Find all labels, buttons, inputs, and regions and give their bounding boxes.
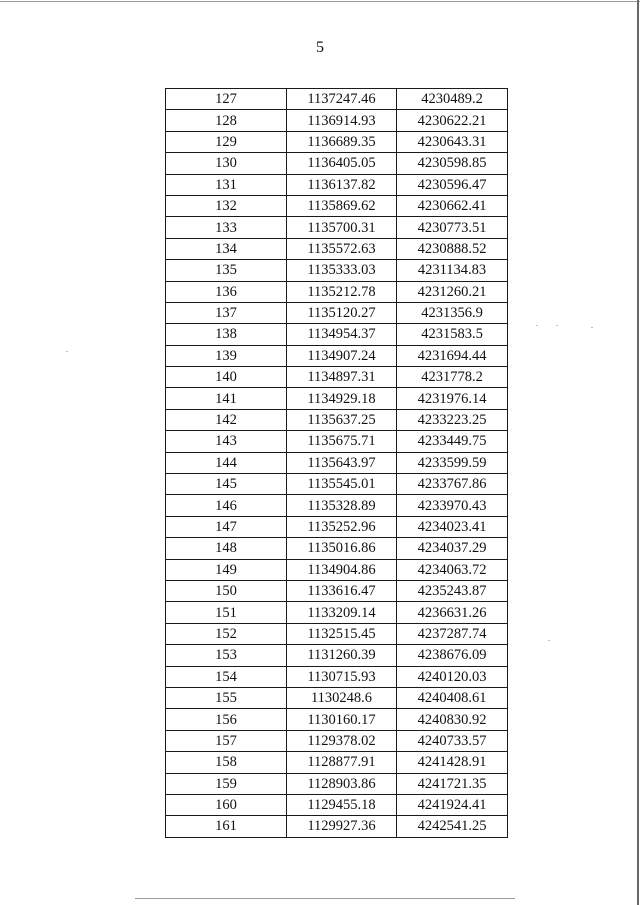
x-coordinate-cell: 1135643.97 xyxy=(287,452,397,473)
x-coordinate-cell: 1134929.18 xyxy=(287,388,397,409)
point-number-cell: 130 xyxy=(166,153,287,174)
y-coordinate-cell: 4233767.86 xyxy=(397,474,508,495)
point-number-cell: 131 xyxy=(166,174,287,195)
table-row xyxy=(166,794,508,815)
y-coordinate-cell: 4241721.35 xyxy=(397,773,508,794)
x-coordinate-cell: 1130715.93 xyxy=(287,666,397,687)
y-coordinate-cell: 4230773.51 xyxy=(397,217,508,238)
x-coordinate-cell: 1135016.86 xyxy=(287,538,397,559)
table-row xyxy=(166,538,508,559)
point-number-cell: 137 xyxy=(166,302,287,323)
x-coordinate-cell: 1134897.31 xyxy=(287,367,397,388)
table-row xyxy=(166,709,508,730)
x-coordinate-cell: 1128877.91 xyxy=(287,752,397,773)
y-coordinate-cell: 4230888.52 xyxy=(397,238,508,259)
scan-edge-bottom xyxy=(135,898,515,899)
table-row xyxy=(166,431,508,452)
y-coordinate-cell: 4240733.57 xyxy=(397,730,508,751)
table-row xyxy=(166,110,508,131)
point-number-cell: 149 xyxy=(166,559,287,580)
table-row xyxy=(166,367,508,388)
scan-speck xyxy=(536,325,538,326)
y-coordinate-cell: 4234037.29 xyxy=(397,538,508,559)
table-row xyxy=(166,687,508,708)
table-row xyxy=(166,602,508,623)
x-coordinate-cell: 1128903.86 xyxy=(287,773,397,794)
table-row xyxy=(166,666,508,687)
x-coordinate-cell: 1135572.63 xyxy=(287,238,397,259)
point-number-cell: 158 xyxy=(166,752,287,773)
x-coordinate-cell: 1136689.35 xyxy=(287,131,397,152)
y-coordinate-cell: 4242541.25 xyxy=(397,816,508,837)
table-row xyxy=(166,281,508,302)
y-coordinate-cell: 4231260.21 xyxy=(397,281,508,302)
x-coordinate-cell: 1135869.62 xyxy=(287,195,397,216)
y-coordinate-cell: 4230662.41 xyxy=(397,195,508,216)
table-row xyxy=(166,302,508,323)
y-coordinate-cell: 4240830.92 xyxy=(397,709,508,730)
point-number-cell: 127 xyxy=(166,89,287,110)
y-coordinate-cell: 4233449.75 xyxy=(397,431,508,452)
point-number-cell: 142 xyxy=(166,409,287,430)
x-coordinate-cell: 1135333.03 xyxy=(287,260,397,281)
y-coordinate-cell: 4231694.44 xyxy=(397,345,508,366)
table-row xyxy=(166,623,508,644)
x-coordinate-cell: 1135252.96 xyxy=(287,516,397,537)
x-coordinate-cell: 1135212.78 xyxy=(287,281,397,302)
point-number-cell: 145 xyxy=(166,474,287,495)
point-number-cell: 160 xyxy=(166,794,287,815)
x-coordinate-cell: 1135675.71 xyxy=(287,431,397,452)
x-coordinate-cell: 1136405.05 xyxy=(287,153,397,174)
table-row xyxy=(166,174,508,195)
x-coordinate-cell: 1135120.27 xyxy=(287,302,397,323)
point-number-cell: 151 xyxy=(166,602,287,623)
point-number-cell: 147 xyxy=(166,516,287,537)
table-row xyxy=(166,324,508,345)
point-number-cell: 132 xyxy=(166,195,287,216)
coordinates-table-body xyxy=(166,89,508,838)
table-row xyxy=(166,153,508,174)
point-number-cell: 157 xyxy=(166,730,287,751)
y-coordinate-cell: 4240408.61 xyxy=(397,687,508,708)
x-coordinate-cell: 1135700.31 xyxy=(287,217,397,238)
x-coordinate-cell: 1136137.82 xyxy=(287,174,397,195)
y-coordinate-cell: 4230598.85 xyxy=(397,153,508,174)
x-coordinate-cell: 1129378.02 xyxy=(287,730,397,751)
x-coordinate-cell: 1133616.47 xyxy=(287,580,397,601)
coordinates-table xyxy=(165,88,508,838)
point-number-cell: 133 xyxy=(166,217,287,238)
table-row xyxy=(166,580,508,601)
x-coordinate-cell: 1134907.24 xyxy=(287,345,397,366)
y-coordinate-cell: 4230643.31 xyxy=(397,131,508,152)
point-number-cell: 140 xyxy=(166,367,287,388)
x-coordinate-cell: 1129927.36 xyxy=(287,816,397,837)
table-row xyxy=(166,452,508,473)
coordinates-table-container xyxy=(165,88,508,838)
scan-edge-right xyxy=(637,0,639,905)
table-row xyxy=(166,89,508,110)
table-row xyxy=(166,131,508,152)
point-number-cell: 159 xyxy=(166,773,287,794)
table-row xyxy=(166,752,508,773)
scan-edge-top xyxy=(0,1,640,2)
scan-speck xyxy=(548,640,550,641)
point-number-cell: 154 xyxy=(166,666,287,687)
y-coordinate-cell: 4236631.26 xyxy=(397,602,508,623)
y-coordinate-cell: 4230596.47 xyxy=(397,174,508,195)
point-number-cell: 144 xyxy=(166,452,287,473)
y-coordinate-cell: 4240120.03 xyxy=(397,666,508,687)
point-number-cell: 141 xyxy=(166,388,287,409)
x-coordinate-cell: 1130160.17 xyxy=(287,709,397,730)
scan-speck xyxy=(591,327,593,328)
point-number-cell: 138 xyxy=(166,324,287,345)
point-number-cell: 129 xyxy=(166,131,287,152)
point-number-cell: 128 xyxy=(166,110,287,131)
point-number-cell: 134 xyxy=(166,238,287,259)
scan-speck xyxy=(556,325,558,326)
table-row xyxy=(166,773,508,794)
y-coordinate-cell: 4230622.21 xyxy=(397,110,508,131)
table-row xyxy=(166,645,508,666)
x-coordinate-cell: 1130248.6 xyxy=(287,687,397,708)
table-row xyxy=(166,345,508,366)
y-coordinate-cell: 4234023.41 xyxy=(397,516,508,537)
table-row xyxy=(166,516,508,537)
y-coordinate-cell: 4233223.25 xyxy=(397,409,508,430)
point-number-cell: 161 xyxy=(166,816,287,837)
point-number-cell: 150 xyxy=(166,580,287,601)
point-number-cell: 143 xyxy=(166,431,287,452)
table-row xyxy=(166,816,508,837)
y-coordinate-cell: 4233970.43 xyxy=(397,495,508,516)
x-coordinate-cell: 1135328.89 xyxy=(287,495,397,516)
x-coordinate-cell: 1135637.25 xyxy=(287,409,397,430)
table-row xyxy=(166,409,508,430)
table-row xyxy=(166,730,508,751)
x-coordinate-cell: 1131260.39 xyxy=(287,645,397,666)
y-coordinate-cell: 4241428.91 xyxy=(397,752,508,773)
y-coordinate-cell: 4231778.2 xyxy=(397,367,508,388)
y-coordinate-cell: 4238676.09 xyxy=(397,645,508,666)
point-number-cell: 153 xyxy=(166,645,287,666)
point-number-cell: 152 xyxy=(166,623,287,644)
x-coordinate-cell: 1134954.37 xyxy=(287,324,397,345)
table-row xyxy=(166,559,508,580)
point-number-cell: 155 xyxy=(166,687,287,708)
x-coordinate-cell: 1129455.18 xyxy=(287,794,397,815)
point-number-cell: 148 xyxy=(166,538,287,559)
y-coordinate-cell: 4234063.72 xyxy=(397,559,508,580)
x-coordinate-cell: 1135545.01 xyxy=(287,474,397,495)
scan-speck xyxy=(66,351,68,352)
x-coordinate-cell: 1132515.45 xyxy=(287,623,397,644)
table-row xyxy=(166,195,508,216)
y-coordinate-cell: 4235243.87 xyxy=(397,580,508,601)
y-coordinate-cell: 4241924.41 xyxy=(397,794,508,815)
point-number-cell: 139 xyxy=(166,345,287,366)
page-number: 5 xyxy=(316,39,324,56)
y-coordinate-cell: 4231976.14 xyxy=(397,388,508,409)
x-coordinate-cell: 1137247.46 xyxy=(287,89,397,110)
y-coordinate-cell: 4233599.59 xyxy=(397,452,508,473)
table-row xyxy=(166,388,508,409)
table-row xyxy=(166,260,508,281)
y-coordinate-cell: 4231583.5 xyxy=(397,324,508,345)
table-row xyxy=(166,474,508,495)
point-number-cell: 136 xyxy=(166,281,287,302)
x-coordinate-cell: 1136914.93 xyxy=(287,110,397,131)
y-coordinate-cell: 4231356.9 xyxy=(397,302,508,323)
table-row xyxy=(166,495,508,516)
x-coordinate-cell: 1134904.86 xyxy=(287,559,397,580)
y-coordinate-cell: 4230489.2 xyxy=(397,89,508,110)
table-row xyxy=(166,238,508,259)
point-number-cell: 135 xyxy=(166,260,287,281)
y-coordinate-cell: 4237287.74 xyxy=(397,623,508,644)
point-number-cell: 156 xyxy=(166,709,287,730)
table-row xyxy=(166,217,508,238)
x-coordinate-cell: 1133209.14 xyxy=(287,602,397,623)
point-number-cell: 146 xyxy=(166,495,287,516)
y-coordinate-cell: 4231134.83 xyxy=(397,260,508,281)
